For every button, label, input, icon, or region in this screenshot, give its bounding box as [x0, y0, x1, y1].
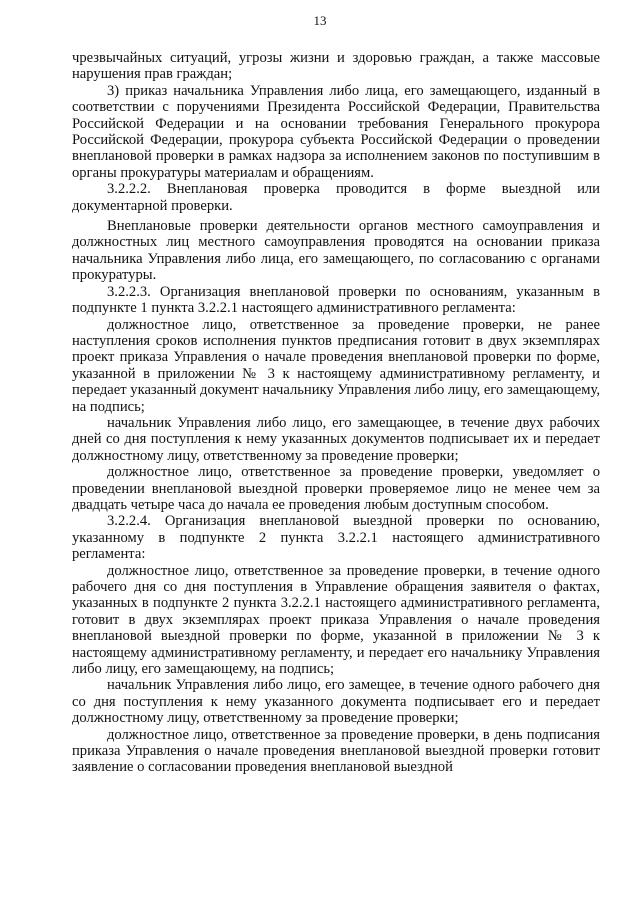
- paragraph: должностное лицо, ответственное за проведение проверки, уведомляет о проведении внеплановой выездной проверки проверяемое лицо не менее чем за двадцать четыре часа до начала ее проведения любым доступным способом.: [72, 464, 600, 513]
- paragraph: должностное лицо, ответственное за проведение проверки, в день подписания приказа Управления о начале проведения внеплановой выездной проверки готовит заявление о согласовании проведения внеплановой выездной: [72, 726, 600, 776]
- paragraph: 3) приказ начальника Управления либо лица, его замещающего, изданный в соответствии с поручениями Президента Российской Федерации, Правительства Российской Федерации и на основании требования Генерального прокурора Российской Федерации, прокурора субъекта Российской Федерации о проведении внеплановой проверки в рамках надзора за исполнением законов по поступившим в органы прокуратуры материалам и обращениям.: [72, 82, 600, 181]
- paragraph: чрезвычайных ситуаций, угрозы жизни и здоровью граждан, а также массовые нарушения прав граждан;: [72, 50, 600, 83]
- paragraph: должностное лицо, ответственное за проведение проверки, не ранее наступления сроков исполнения пунктов предписания готовит в двух экземплярах проект приказа Управления о начале проведения внеплановой проверки по форме, указанной в приложении № 3 к настоящему административному регламенту, и передает указанный документ начальнику Управления либо лицу, его замещающему, на подпись;: [72, 316, 600, 415]
- paragraph: 3.2.2.2. Внеплановая проверка проводится в форме выездной или документарной проверки.: [72, 181, 600, 214]
- document-body: [72, 50, 600, 776]
- paragraph: начальник Управления либо лицо, его замещающее, в течение двух рабочих дней со дня поступления к нему указанных документов подписывает их и передает должностному лицу, ответственному за проведение проверки;: [72, 414, 600, 464]
- paragraph: 3.2.2.3. Организация внеплановой проверки по основаниям, указанным в подпункте 1 пункта 3.2.2.1 настоящего административного регламента:: [72, 283, 600, 317]
- paragraph: должностное лицо, ответственное за проведение проверки, в течение одного рабочего дня со дня поступления в Управление обращения заявителя о фактах, указанных в подпункте 2 пункта 3.2.2.1 настоящего административного регламента, готовит в двух экземплярах проект приказа Управления о начале проведения внеплановой выездной проверки по форме, указанной в приложении № 3 к настоящему административному регламенту, и передает его начальнику Управления либо лицу, его замещающему, на подпись;: [72, 562, 600, 678]
- paragraph: начальник Управления либо лицо, его замещее, в течение одного рабочего дня со дня поступления к нему указанного документа подписывает его и передает должностному лицу, ответственному за проведение проверки;: [72, 677, 600, 727]
- page-number: 13: [313, 13, 327, 28]
- paragraph: Внеплановые проверки деятельности органов местного самоуправления и должностных лиц местного самоуправления проводятся на основании приказа начальника Управления либо лица, его замещающего, по согласованию с органами прокуратуры.: [72, 218, 600, 284]
- paragraph: 3.2.2.4. Организация внеплановой выездной проверки по основанию, указанному в подпункте 2 пункта 3.2.2.1 настоящего административного регламента:: [72, 513, 600, 563]
